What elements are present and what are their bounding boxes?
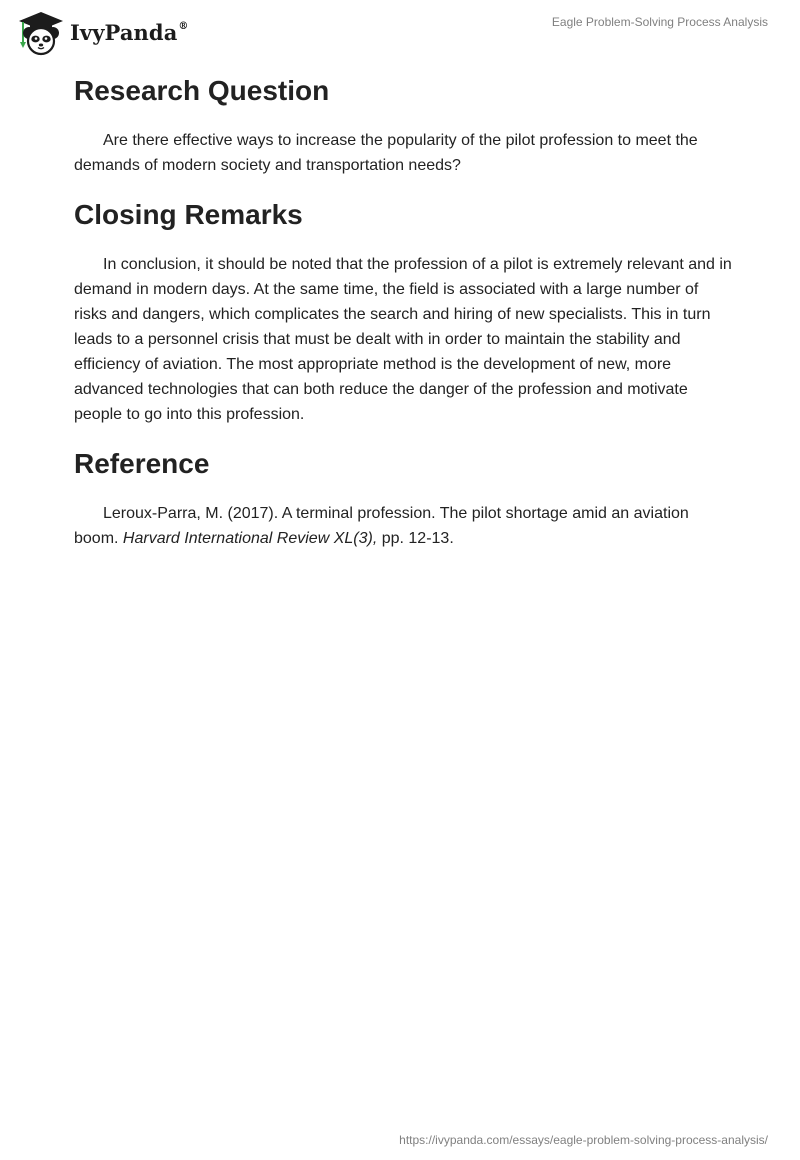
ivypanda-logo[interactable]: [14, 8, 189, 56]
reference-heading: Reference: [74, 448, 210, 479]
research-question-text: Are there effective ways to increase the popularity of the pilot profession to meet the demands of modern society and transportation needs?: [74, 132, 698, 174]
closing-remarks-text: In conclusion, it should be noted that the profession of a pilot is extremely relevant and in demand in modern days. At the same time, the field is associated with a large number of risks and dangers, which complicates the search and hiring of new specialists. This in turn leads to a personnel crisis that must be dealt with in order to maintain the stability and efficiency of aviation. The most appropriate method is the development of new, more advanced technologies that can both reduce the danger of the profession and motivate people to go into this profession.: [74, 256, 732, 423]
reference-pages: pp. 12-13.: [377, 530, 454, 547]
essay-content: [74, 72, 734, 551]
closing-remarks-heading: Closing Remarks: [74, 199, 303, 230]
footer-url[interactable]: https://ivypanda.com/essays/eagle-problem-solving-process-analysis/: [399, 1133, 768, 1147]
registered-mark: ®: [178, 20, 189, 32]
panda-graduate-icon: [14, 8, 64, 56]
research-question-section: [74, 72, 734, 178]
logo-text: IvyPanda®: [70, 19, 189, 45]
reference-section: [74, 445, 734, 551]
reference-entry: [74, 501, 734, 551]
reference-citation: Leroux-Parra, M. (2017). A terminal profession. The pilot shortage amid an aviation boom.: [74, 505, 689, 547]
closing-remarks-section: [74, 196, 734, 427]
reference-journal: Harvard International Review XL(3),: [122, 530, 378, 547]
research-question-heading: Research Question: [74, 75, 330, 106]
document-title: Eagle Problem-Solving Process Analysis: [551, 15, 768, 29]
